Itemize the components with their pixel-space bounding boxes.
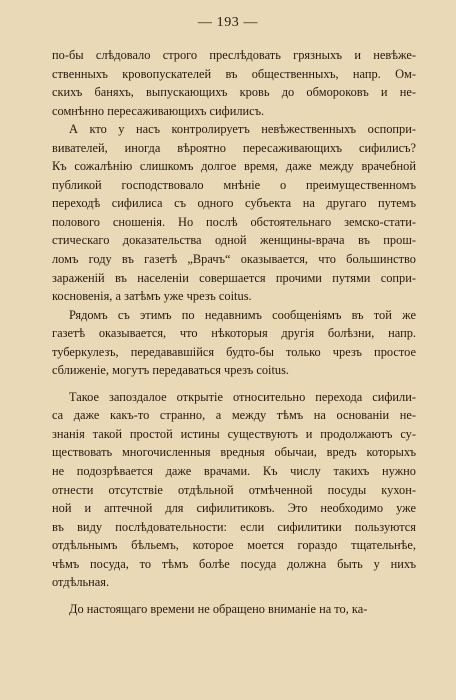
- text-line: До настоящаго времени не обращено вниманіе на то, ка-: [69, 601, 368, 616]
- paragraph-3: [52, 306, 416, 380]
- text-line: Такое запоздалое открытіе относительно перехода сифили-: [69, 389, 416, 404]
- text-line: ственныхъ кровопускателей въ общественныхъ, напр. Ом-: [52, 66, 416, 81]
- text-line: сближеніе, могутъ передаваться чрезъ coitus.: [52, 363, 290, 378]
- text-line: Рядомъ съ этимъ по недавнимъ сообщеніямъ въ той же: [69, 307, 416, 322]
- text-line: Къ сожалѣнію слишкомъ долгое время, даже между врачебной: [52, 159, 416, 174]
- text-line: А кто у насъ контролируетъ невѣжественныхъ оспопри-: [69, 122, 416, 137]
- paragraph-1: [52, 46, 416, 120]
- text-line: косновенія, а затѣмъ уже чрезъ coitus.: [52, 289, 252, 304]
- text-line: отдѣльная.: [52, 575, 110, 590]
- text-line: публикой господствовало мнѣніе о преимущественномъ: [52, 177, 416, 192]
- body-text: [52, 46, 416, 618]
- paragraph-2: [52, 120, 416, 305]
- text-line: по-бы слѣдовало строго преслѣдовать грязныхъ и невѣже-: [52, 48, 416, 62]
- text-line: отнести отсутствіе отдѣльной отмѣченной посуды кухон-: [52, 482, 416, 497]
- text-line: скихъ баняхъ, выпускающихъ кровь до обмороковъ и не-: [52, 85, 416, 100]
- text-line: переходѣ сифилиса съ одного субъекта на другаго путемъ: [52, 196, 416, 211]
- text-line: ломъ году въ газетѣ „Врачъ“ оказывается, что большинство: [52, 252, 416, 267]
- text-line: чѣмъ посуда, то тѣмъ болѣе посуда должна быть у нихъ: [52, 556, 416, 571]
- paragraph-5: [52, 600, 416, 619]
- paragraph-4: [52, 388, 416, 592]
- text-line: сомнѣнно пересаживающихъ сифилисъ.: [52, 103, 265, 118]
- text-line: отдѣльнымъ бѣльемъ, которое моется гораздо тщательнѣе,: [52, 538, 416, 553]
- text-line: полового сношенія. Но послѣ обстоятельнаго земско-стати-: [52, 214, 416, 229]
- text-line: ной и аптечной для сифилитиковъ. Это необходимо уже: [52, 501, 416, 516]
- text-line: въ виду послѣдовательности: если сифилитики пользуются: [52, 519, 416, 534]
- paragraph-gap: [52, 380, 416, 388]
- page-number: — 193 —: [197, 15, 259, 30]
- text-line: знанія такой простой истины существуютъ и продолжаютъ су-: [52, 426, 416, 441]
- text-line: вивателей, иногда вѣроятно пересаживающихъ сифилисъ?: [52, 140, 416, 155]
- text-line: туберкулезъ, передававшійся будто-бы только чрезъ простое: [52, 344, 416, 359]
- paragraph-gap: [52, 592, 416, 600]
- text-line: газетѣ оказывается, что нѣкоторыя другія болѣзни, напр.: [52, 326, 416, 341]
- text-line: не подозрѣвается даже врачами. Къ числу такихъ нужно: [52, 464, 416, 479]
- text-line: зараженій въ населеніи совершается прочими путями сопри-: [52, 270, 416, 285]
- text-line: ществовать многочисленныя вредныя обычаи, вредъ которыхъ: [52, 445, 416, 460]
- text-line: са даже какъ-то странно, а между тѣмъ на основаніи не-: [52, 408, 416, 423]
- text-line: стическаго доказательства одной женщины-врача въ прош-: [52, 233, 416, 248]
